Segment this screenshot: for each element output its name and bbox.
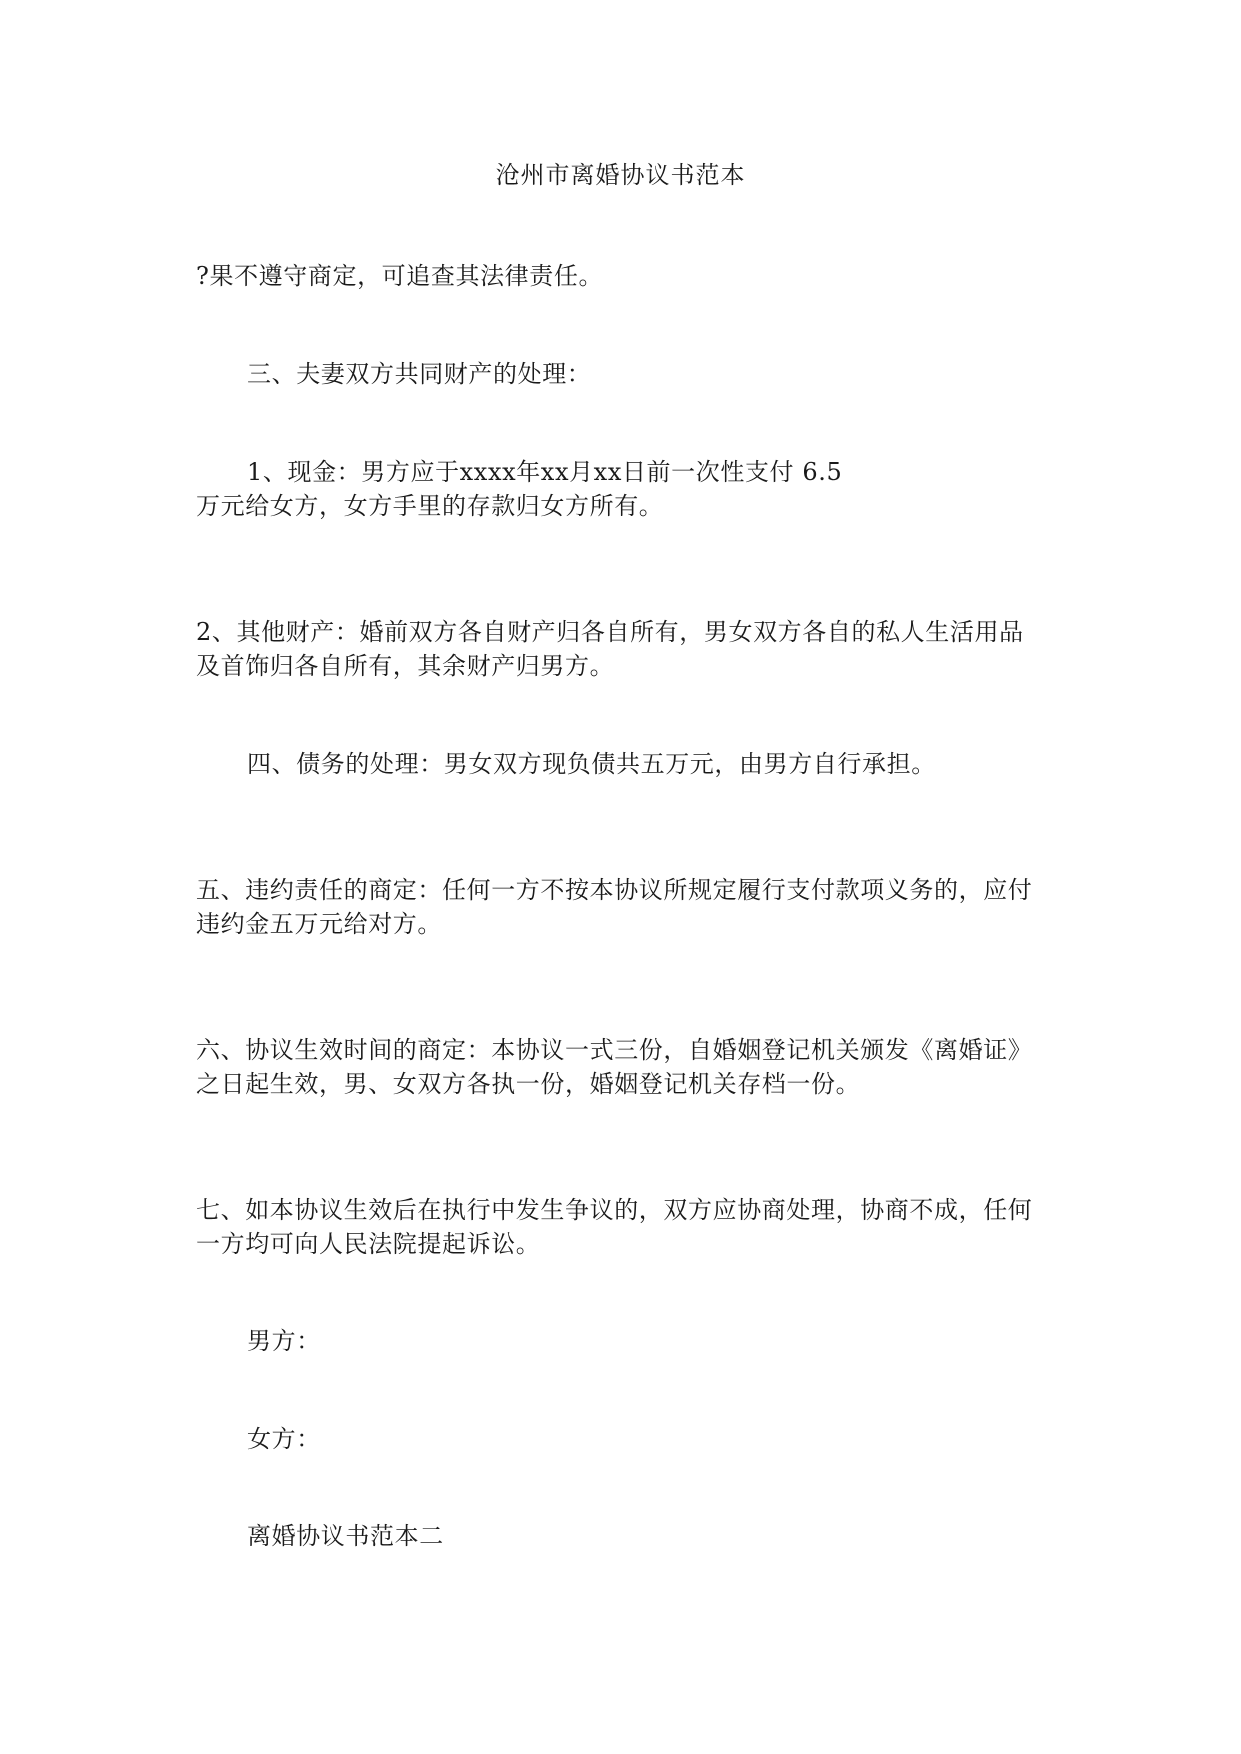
paragraph-effective-line2: 之日起生效，男、女双方各执一份，婚姻登记机关存档一份。 <box>196 1070 861 1098</box>
paragraph-dispute-line2: 一方均可向人民法院提起诉讼。 <box>196 1230 541 1258</box>
signature-wife-label: 女方： <box>247 1425 321 1453</box>
heading-property: 三、夫妻双方共同财产的处理： <box>247 360 592 388</box>
signature-husband-label: 男方： <box>247 1327 321 1355</box>
paragraph-debt: 四、债务的处理：男女双方现负债共五万元，由男方自行承担。 <box>247 750 936 778</box>
paragraph-cash-line1: 1、现金：男方应于xxxx年xx月xx日前一次性支付 6.5 <box>247 458 843 486</box>
paragraph-breach-line2: 违约金五万元给对方。 <box>196 910 442 938</box>
next-template-heading: 离婚协议书范本二 <box>247 1522 444 1550</box>
paragraph-other-property-line2: 及首饰归各自所有，其余财产归男方。 <box>196 652 615 680</box>
paragraph-breach-line1: 五、违约责任的商定：任何一方不按本协议所规定履行支付款项义务的，应付 <box>196 876 1033 904</box>
paragraph-other-property-line1: 2、其他财产：婚前双方各自财产归各自所有，男女双方各自的私人生活用品 <box>196 618 1024 646</box>
paragraph-cash-line2: 万元给女方，女方手里的存款归女方所有。 <box>196 492 664 520</box>
document-title: 沧州市离婚协议书范本 <box>495 161 746 189</box>
paragraph-effective-line1: 六、协议生效时间的商定：本协议一式三份，自婚姻登记机关颁发《离婚证》 <box>196 1036 1033 1064</box>
paragraph-liability: ?果不遵守商定，可追查其法律责任。 <box>196 262 604 290</box>
paragraph-dispute-line1: 七、如本协议生效后在执行中发生争议的，双方应协商处理，协商不成，任何 <box>196 1196 1033 1224</box>
